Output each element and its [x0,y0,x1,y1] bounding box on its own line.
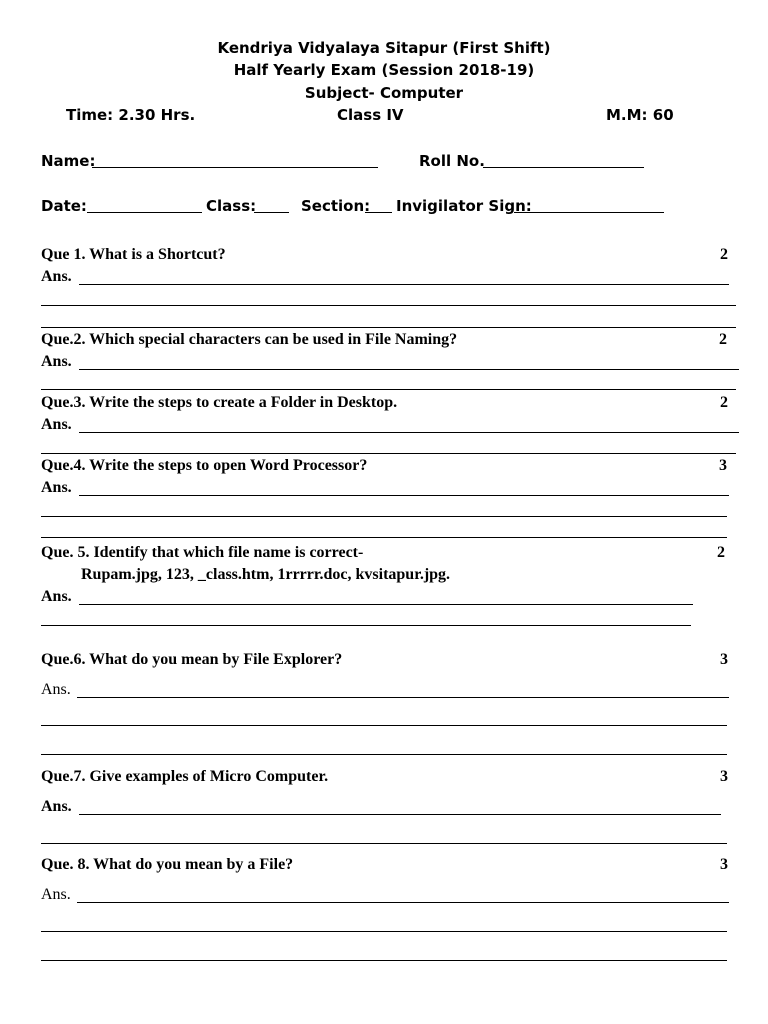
class-label: Class: [206,197,257,215]
question-6: Que.6. What do you mean by File Explorer? [41,651,343,668]
answer-line[interactable] [79,814,721,815]
answer-line[interactable] [41,725,727,726]
exam-title: Half Yearly Exam (Session 2018-19) [233,61,535,79]
answer-line[interactable] [79,369,739,370]
ans-label-1: Ans. [41,268,72,285]
ans-label-7: Ans. [41,798,72,815]
answer-line[interactable] [41,305,736,306]
answer-line[interactable] [41,843,727,844]
question-7: Que.7. Give examples of Micro Computer. [41,768,329,785]
marks-1: 2 [720,246,728,263]
roll-blank[interactable] [483,167,644,168]
question-4: Que.4. Write the steps to open Word Processor? [41,457,368,474]
class-title: Class IV [337,106,404,124]
question-5: Que. 5. Identify that which file name is correct- [41,544,364,561]
max-marks: M.M: 60 [606,106,674,124]
answer-line[interactable] [77,697,729,698]
invigilator-label: Invigilator Sign: [396,197,532,215]
answer-line[interactable] [41,754,727,755]
marks-5: 2 [717,544,725,561]
section-label: Section: [301,197,371,215]
answer-line[interactable] [41,327,736,328]
answer-line[interactable] [79,604,693,605]
answer-line[interactable] [41,389,736,390]
invigilator-blank[interactable] [514,212,664,213]
answer-line[interactable] [79,284,729,285]
question-5-options: Rupam.jpg, 123, _class.htm, 1rrrrr.doc, kvsitapur.jpg. [81,566,451,583]
marks-4: 3 [719,457,727,474]
ans-label-2: Ans. [41,353,72,370]
ans-label-8: Ans. [41,886,71,903]
name-label: Name: [41,152,96,170]
marks-3: 2 [720,394,728,411]
roll-label: Roll No. [419,152,485,170]
ans-label-4: Ans. [41,479,72,496]
subject-title: Subject- Computer [304,84,464,102]
name-blank[interactable] [92,167,378,168]
answer-line[interactable] [79,432,739,433]
marks-2: 2 [719,331,727,348]
ans-label-3: Ans. [41,416,72,433]
answer-line[interactable] [41,625,691,626]
school-name: Kendriya Vidyalaya Sitapur (First Shift) [217,39,551,57]
question-1: Que 1. What is a Shortcut? [41,246,226,263]
marks-7: 3 [720,768,728,785]
marks-6: 3 [720,651,728,668]
answer-line[interactable] [41,453,736,454]
marks-8: 3 [720,856,728,873]
answer-line[interactable] [77,902,729,903]
answer-line[interactable] [79,495,729,496]
answer-line[interactable] [41,960,727,961]
time-label: Time: 2.30 Hrs. [66,106,196,124]
ans-label-6: Ans. [41,681,71,698]
date-label: Date: [41,197,87,215]
question-8: Que. 8. What do you mean by a File? [41,856,294,873]
question-2: Que.2. Which special characters can be used in File Naming? [41,331,458,348]
answer-line[interactable] [41,537,727,538]
answer-line[interactable] [41,516,727,517]
question-3: Que.3. Write the steps to create a Folder in Desktop. [41,394,398,411]
class-blank[interactable] [254,212,289,213]
section-blank[interactable] [365,212,392,213]
ans-label-5: Ans. [41,588,72,605]
date-blank[interactable] [87,212,202,213]
answer-line[interactable] [41,931,727,932]
